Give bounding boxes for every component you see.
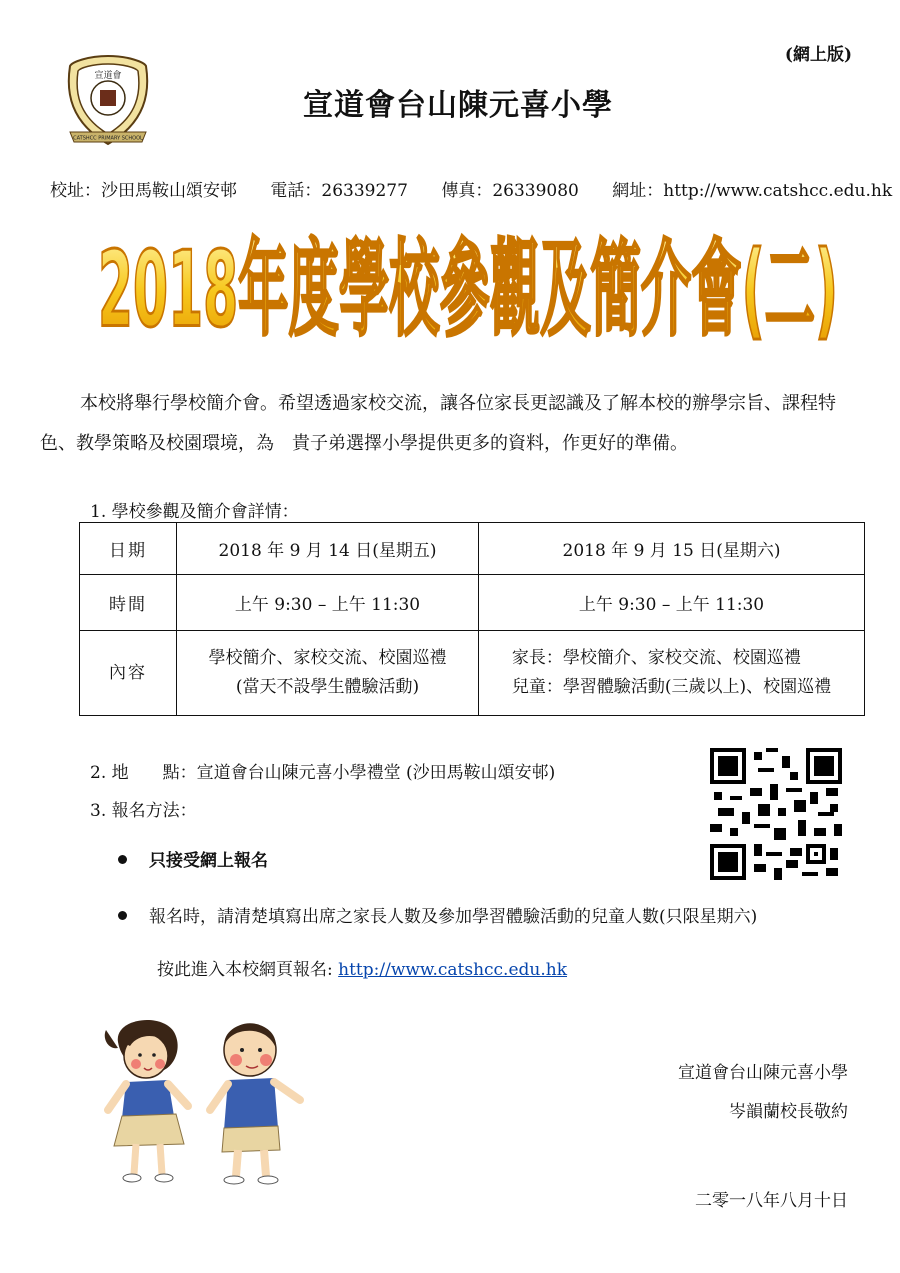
- bullet-online-only-text: 只接受網上報名: [149, 851, 268, 871]
- content-saturday-line2: 兒童：學習體驗活動(三歲以上)、校園巡禮: [511, 677, 832, 697]
- section-2-venue: 2. 地 點：宣道會台山陳元喜小學禮堂 (沙田馬鞍山頌安邨): [90, 763, 556, 783]
- school-address: 校址：沙田馬鞍山頌安邨: [50, 181, 237, 201]
- crest-text-top: 宣道會: [94, 71, 122, 81]
- school-phone: 電話：26339277: [270, 181, 408, 201]
- boy-figure: [210, 1024, 300, 1184]
- crest-text-bottom: CATSHCC PRIMARY SCHOOL: [73, 135, 143, 142]
- table-row-content: [80, 631, 865, 716]
- qr-code-icon[interactable]: [710, 748, 842, 880]
- bullet-icon: [118, 855, 127, 864]
- registration-line: [157, 955, 567, 980]
- event-title-banner: [88, 232, 848, 362]
- content-friday: [177, 631, 479, 716]
- edition-label: (網上版): [784, 45, 852, 65]
- date-friday: 2018 年 9 月 14 日(星期五): [177, 523, 479, 575]
- cartoon-children-illustration: [100, 1010, 328, 1188]
- registration-prefix: 按此進入本校網頁報名:: [157, 960, 339, 980]
- time-label: 時間: [80, 575, 177, 631]
- contact-line: [50, 176, 892, 201]
- bullet-registration-note-text: 報名時，請清楚填寫出席之家長人數及參加學習體驗活動的兒童人數(只限星期六): [149, 907, 758, 927]
- table-row-date: [80, 523, 865, 575]
- time-saturday: 上午 9:30 – 上午 11:30: [479, 575, 865, 631]
- content-label: 內容: [80, 631, 177, 716]
- time-friday: 上午 9:30 – 上午 11:30: [177, 575, 479, 631]
- content-friday-line2: (當天不設學生體驗活動): [235, 677, 420, 697]
- event-title-text: 2018年度學校參觀及簡介會(二): [97, 232, 839, 352]
- content-saturday-line1: 家長：學校簡介、家校交流、校園巡禮: [511, 648, 801, 668]
- date-saturday: 2018 年 9 月 15 日(星期六): [479, 523, 865, 575]
- bullet-registration-note: [118, 902, 757, 927]
- section-1-heading: 1. 學校參觀及簡介會詳情：: [90, 502, 299, 522]
- signature-date: 二零一八年八月十日: [695, 1191, 848, 1211]
- school-website: 網址：http://www.catshcc.edu.hk: [612, 181, 893, 201]
- bullet-online-only: [118, 846, 268, 871]
- school-fax: 傳真：26339080: [441, 181, 579, 201]
- girl-figure: [105, 1020, 188, 1182]
- registration-link[interactable]: http://www.catshcc.edu.hk: [338, 960, 568, 980]
- date-label: 日期: [80, 523, 177, 575]
- content-saturday: [479, 631, 865, 716]
- intro-paragraph: 本校將舉行學校簡介會。希望透過家校交流，讓各位家長更認識及了解本校的辦學宗旨、課程特色、教學策略及校園環境，為 貴子弟選擇小學提供更多的資料，作更好的準備。: [40, 393, 836, 454]
- school-name-heading: 宣道會台山陳元喜小學: [303, 88, 613, 123]
- school-crest-icon: [58, 52, 158, 152]
- table-row-time: [80, 575, 865, 631]
- signature-school: 宣道會台山陳元喜小學: [678, 1063, 848, 1083]
- bullet-icon: [118, 911, 127, 920]
- content-friday-line1: 學校簡介、家校交流、校園巡禮: [208, 648, 447, 668]
- section-3-heading: 3. 報名方法：: [90, 801, 197, 821]
- signature-principal: 岑韻蘭校長敬約: [729, 1102, 848, 1122]
- event-details-table: [79, 522, 865, 716]
